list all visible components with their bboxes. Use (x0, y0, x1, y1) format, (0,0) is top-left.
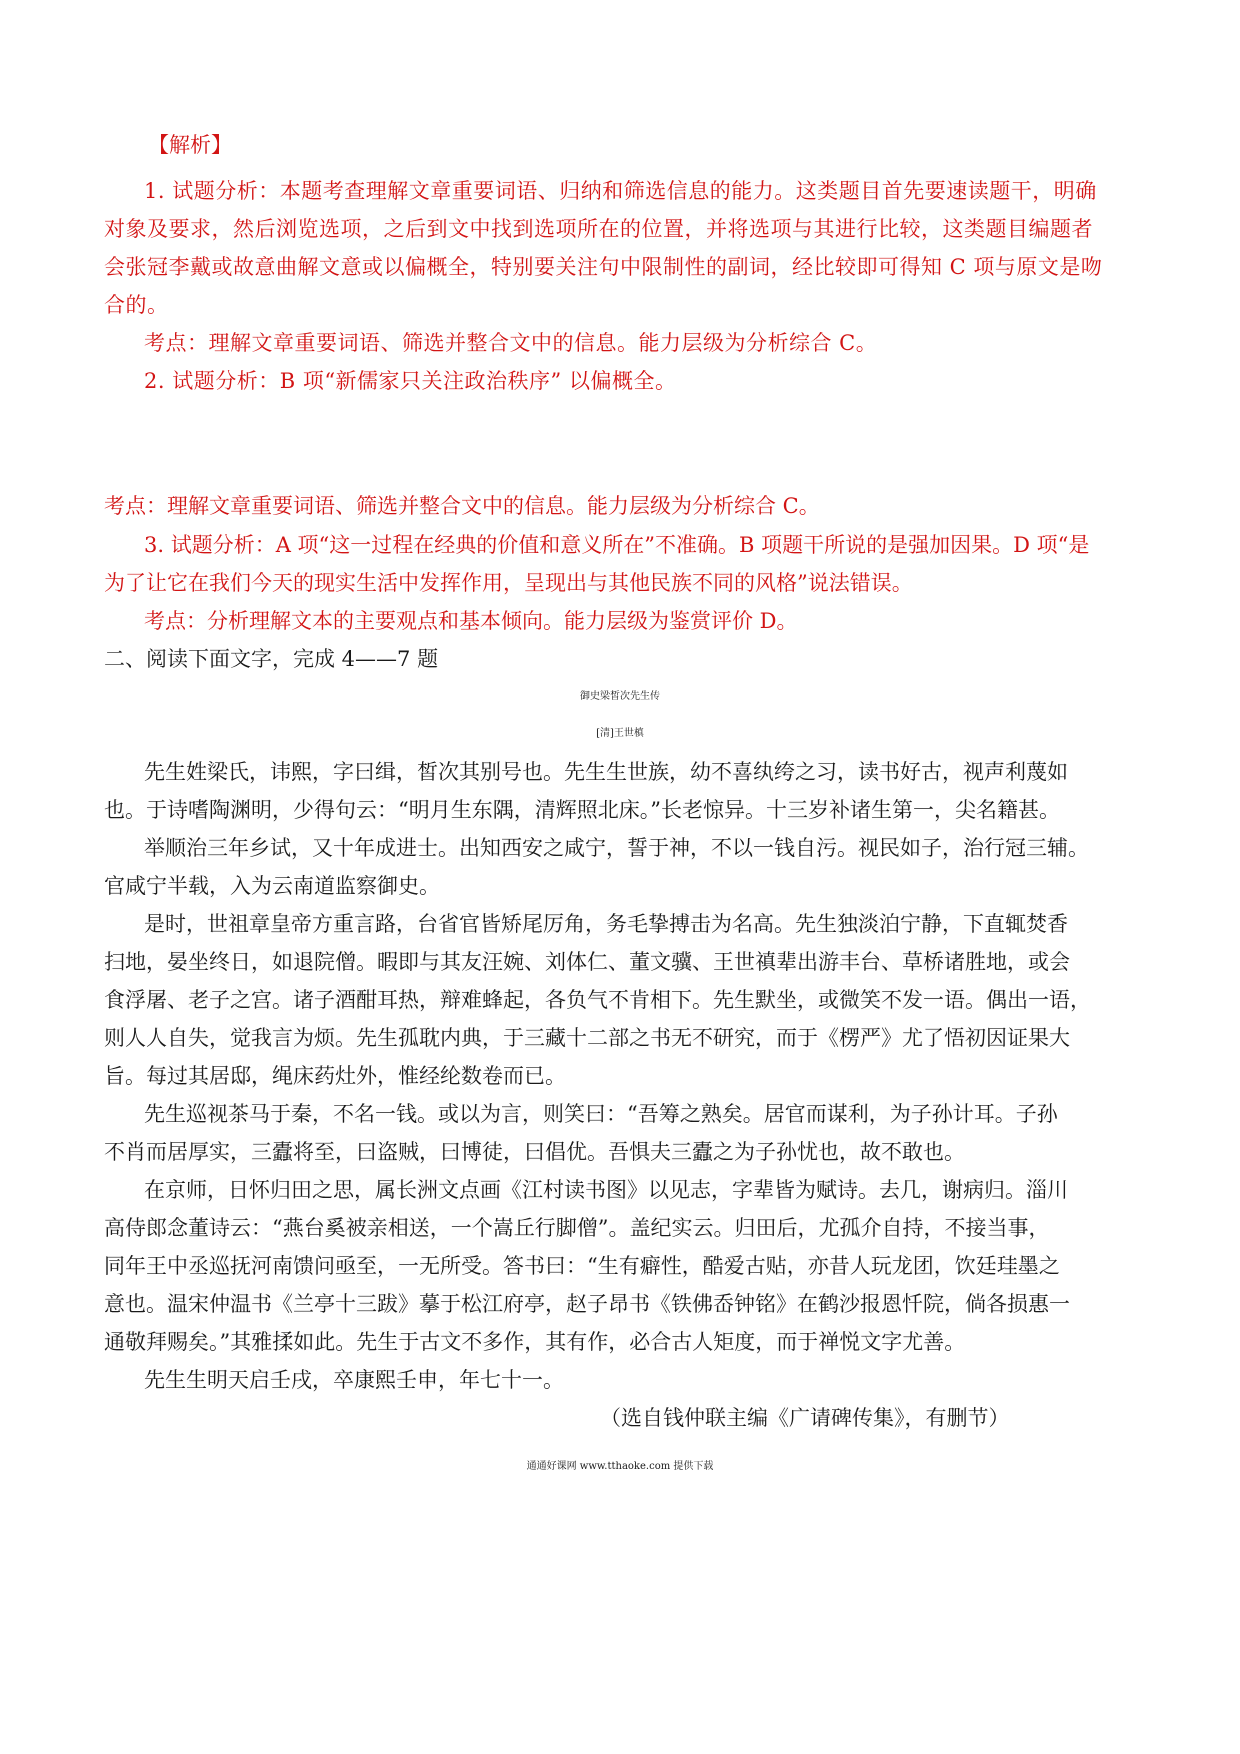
passage-line-13: 高侍郎念董诗云：“燕台奚被亲相送，一个嵩丘行脚僧”。盖纪实云。归田后，尤孤介自持，不接当事， (104, 1216, 1050, 1240)
passage-line-8: 则人人自失，觉我言为烦。先生孤耽内典，于三藏十二部之书无不研究，而于《楞严》尤了悟初因证果大 (104, 1026, 1070, 1050)
q1-analysis-line-3: 会张冠李戴或故意曲解文意或以偏概全，特别要关注句中限制性的副词，经比较即可得知 C 项与原文是吻 (104, 255, 1103, 279)
q2-kaodian: 考点：理解文章重要词语、筛选并整合文中的信息。能力层级为分析综合 C。 (104, 494, 820, 518)
passage-author: [清]王世槙 (596, 728, 644, 739)
q3-kaodian: 考点：分析理解文本的主要观点和基本倾向。能力层级为鉴赏评价 D。 (144, 609, 798, 633)
q2-analysis-line: 2. 试题分析：B 项“新儒家只关注政治秩序” 以偏概全。 (144, 369, 677, 393)
passage-line-9: 旨。每过其居邸，绳床药灶外，惟经纶数卷而已。 (104, 1064, 566, 1088)
passage-line-2: 也。于诗嗜陶渊明，少得句云：“明月生东隅，清辉照北床。”长老惊异。十三岁补诸生第一，尖名籍甚。 (104, 798, 1060, 822)
q1-kaodian: 考点：理解文章重要词语、筛选并整合文中的信息。能力层级为分析综合 C。 (144, 331, 878, 355)
passage-line-4: 官咸宁半载，入为云南道监察御史。 (104, 874, 440, 898)
q1-analysis-line-4: 合的。 (104, 293, 169, 317)
q1-analysis-line-1: 1. 试题分析：本题考查理解文章重要词语、归纳和筛选信息的能力。这类题目首先要速读题干，明确 (144, 179, 1097, 203)
passage-line-10: 先生巡视茶马于秦，不名一钱。或以为言，则笑曰：“吾筹之熟矣。居官而谋利，为子孙计耳。子孙 (144, 1102, 1058, 1126)
passage-line-5: 是时，世祖章皇帝方重言路，台省官皆矫尾厉角，务毛挚搏击为名高。先生独淡泊宁静，下直辄焚香 (144, 912, 1068, 936)
passage-line-17: 先生生明天启壬戌，卒康熙壬申，年七十一。 (144, 1368, 564, 1392)
passage-line-6: 扫地，晏坐终日，如退院僧。暇即与其友汪婉、刘体仁、董文骥、王世禛辈出游丰台、草桥诸胜地，或会 (104, 950, 1070, 974)
passage-line-15: 意也。温宋仲温书《兰亭十三跋》摹于松江府亭，赵子昂书《铁佛岙钟铭》在鹤沙报恩忏院，倘各损惠一 (104, 1292, 1070, 1316)
passage-line-12: 在京师，日怀归田之思，属长洲文点画《江村读书图》以见志，字辈皆为赋诗。去几，谢病归。淄川 (144, 1178, 1068, 1202)
page-footer: 通通好课网 www.tthaoke.com 提供下载 (526, 1461, 714, 1472)
passage-line-14: 同年王中丞巡抚河南馈问亟至，一无所受。答书曰：“生有癖性，酷爱古贴，亦昔人玩龙团，饮廷珪墨之 (104, 1254, 1060, 1278)
q1-analysis-line-2: 对象及要求，然后浏览选项，之后到文中找到选项所在的位置，并将选项与其进行比较，这类题目编题者 (104, 217, 1093, 241)
passage-line-3: 举顺治三年乡试，又十年成进士。出知西安之咸宁，誓于神，不以一钱自污。视民如子，治行冠三辅。 (144, 836, 1089, 860)
analysis-header: 【解析】 (148, 133, 232, 157)
passage-line-11: 不肖而居厚实，三蠹将至，曰盗贼，曰博徒，曰倡优。吾惧夫三蠹之为子孙忧也，故不敢也。 (104, 1140, 965, 1164)
section-heading: 二、阅读下面文字，完成 4——7 题 (104, 647, 439, 671)
passage-line-7: 食浮屠、老子之宫。诸子酒酣耳热，辩难蜂起，各负气不肯相下。先生默坐，或微笑不发一语。偶出一语， (104, 988, 1091, 1012)
passage-line-16: 通敬拜赐矣。”其雅揉如此。先生于古文不多作，其有作，必合古人矩度，而于禅悦文字尤善。 (104, 1330, 966, 1354)
passage-title: 御史梁皙次先生传 (580, 691, 660, 702)
q3-analysis-line-1: 3. 试题分析：A 项“这一过程在经典的价值和意义所在”不准确。B 项题干所说的是强加因果。D 项“是 (144, 533, 1090, 557)
q3-analysis-line-2: 为了让它在我们今天的现实生活中发挥作用，呈现出与其他民族不同的风格”说法错误。 (104, 571, 913, 595)
passage-line-1: 先生姓梁氏，讳熙，字曰缉，皙次其别号也。先生生世族，幼不喜纨绔之习，读书好古，视声利蔑如 (144, 760, 1068, 784)
passage-source: （选自钱仲联主编《广请碑传集》，有删节） (600, 1406, 1010, 1430)
